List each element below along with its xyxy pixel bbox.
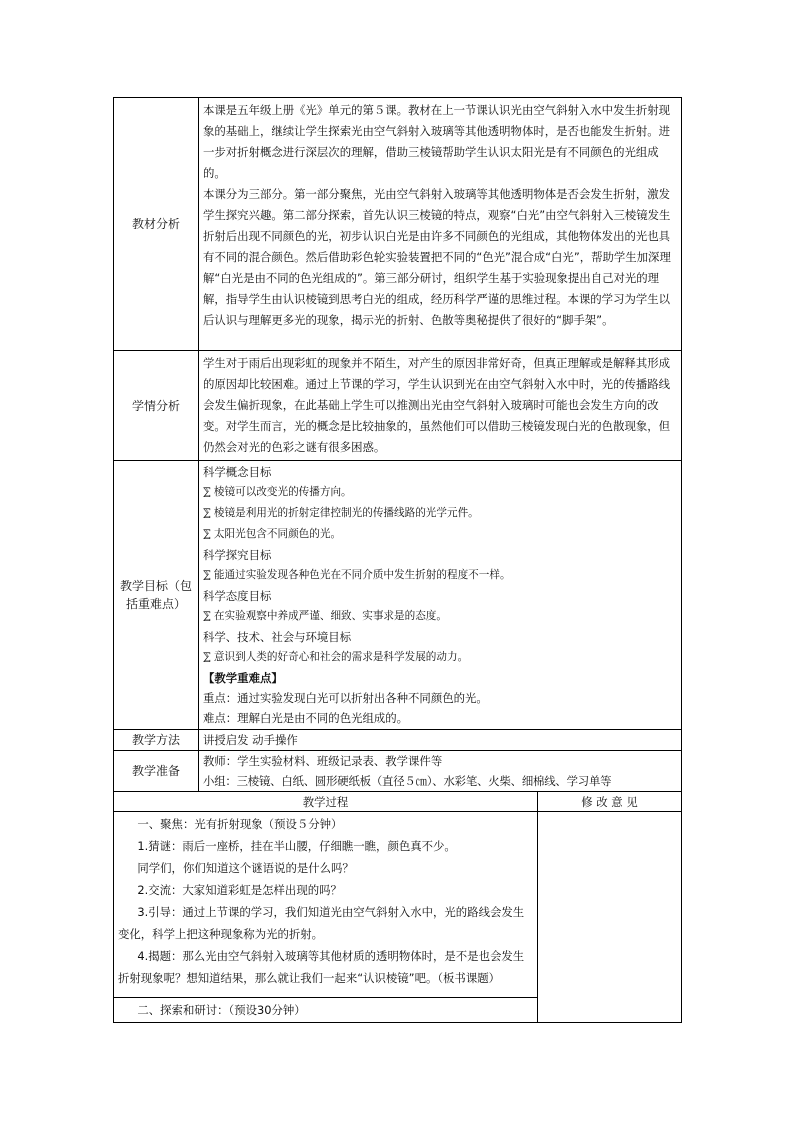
goals-row: [114, 461, 682, 730]
process-content: [114, 812, 538, 998]
analysis-label-cell: [114, 98, 199, 351]
students-text: 学生对于雨后出现彩虹的现象并不陌生，对产生的原因非常好奇，但真正理解或是解释其形成的原因却比较困难。通过上节课的学习，学生认识到光在由空气斜射入水中时，光的传播路线会发生偏折现象，在此基础上学生可以推测出光由空气斜射入玻璃时可能也会发生方向的改变。对学生而言，光的概念是比较抽象的，虽然他们可以借助三棱镜发现白光的色散现象，但仍然会对光的色彩之谜有很多困惑。: [203, 356, 671, 454]
analysis-paragraph-1: 本课是五年级上册《光》单元的第５课。教材在上一节课认识光由空气斜射入水中发生折射现象的基础上，继续让学生探索光由空气斜射入玻璃等其他透明物体时，是否也能发生折射。进一步对折射概念进行深层次的理解，借助三棱镜帮助学生认识太阳光是有不同颜色的光组成的。: [203, 103, 671, 180]
process-header-row: [114, 792, 682, 812]
sts-item: ⅀ 意识到人类的好奇心和社会的需求是科学发展的动力。: [203, 651, 469, 663]
lesson-plan-table: [113, 97, 682, 1023]
concept-item: ⅀ 太阳光包含不同颜色的光。: [203, 528, 342, 540]
goals-content: [199, 461, 682, 730]
goals-label-line2: 括重难点）: [125, 597, 186, 611]
section-focus-title: 一、聚焦：光有折射现象（预设５分钟）: [137, 817, 343, 831]
process-row: [114, 812, 682, 998]
step-riddle: 1.猜谜：雨后一座桥，挂在半山腰，仔细瞧一瞧，颜色真不少。: [137, 839, 456, 853]
students-content: [199, 351, 682, 461]
sts-title: 科学、技术、社会与环境目标: [203, 630, 352, 644]
students-label-cell: [114, 351, 199, 461]
notes-content: [538, 812, 682, 1023]
prep-teacher: 教师：学生实验材料、班级记录表、教学课件等: [203, 754, 443, 768]
method-text: 讲授启发 动手操作: [203, 733, 298, 747]
students-label: 学情分析: [131, 398, 180, 413]
step-riddle-question: 同学们，你们知道这个谜语说的是什么吗？: [137, 861, 354, 875]
inquiry-title: 科学探究目标: [203, 548, 272, 562]
step-guidance: 3.引导：通过上节课的学习，我们知道光由空气斜射入水中，光的路线会发生变化，科学上把这种现象称为光的折射。: [118, 905, 525, 941]
concept-item: ⅀ 棱镜是利用光的折射定律控制光的传播线路的光学元件。: [203, 507, 479, 519]
analysis-paragraph-2: 本课分为三部分。第一部分聚焦，光由空气斜射入玻璃等其他透明物体是否会发生折射，激发学生探究兴趣。第二部分探索，首先认识三棱镜的特点，观察“白光”由空气斜射入三棱镜发生折射后出现不同颜色的光，初步认识白光是由许多不同颜色的光组成，其他物体发出的光也具有不同的混合颜色。然后借助彩色轮实验装置把不同的“色光”混合成“白光”，帮助学生加深理解“白光是由不同的色光组成的”。第三部分研讨，组织学生基于实验现象提出自己对光的理解，指导学生由认识棱镜到思考白光的组成，经历科学严谨的思维过程。本课的学习为学生以后认识与理解更多光的现象，揭示光的折射、色散等奥秘提供了很好的“脚手架”。: [203, 187, 671, 327]
attitude-item: ⅀ 在实验观察中养成严谨、细致、实事求是的态度。: [203, 610, 447, 622]
prep-row: [114, 751, 682, 792]
method-label-cell: [114, 730, 199, 751]
concept-item: ⅀ 棱镜可以改变光的传播方向。: [203, 486, 352, 498]
analysis-label: 教材分析: [131, 217, 180, 231]
attitude-title: 科学态度目标: [203, 589, 272, 603]
section-explore-cell: [114, 998, 538, 1023]
method-label: 教学方法: [131, 733, 180, 747]
prep-label: 教学准备: [131, 764, 180, 778]
prep-content: [199, 751, 682, 792]
key-points-title: 【教学重难点】: [203, 671, 283, 685]
prep-group: 小组：三棱镜、白纸、圆形硬纸板（直径５㎝）、水彩笔、火柴、细棉线、学习单等: [203, 774, 612, 788]
goals-label-line1: 教学目标（包: [119, 579, 192, 593]
analysis-row: [114, 98, 682, 351]
prep-label-cell: [114, 751, 199, 792]
inquiry-item: ⅀ 能通过实验发现各种色光在不同介质中发生折射的程度不一样。: [203, 569, 511, 581]
analysis-content: [199, 98, 682, 351]
process-header: 教学过程: [114, 792, 538, 812]
goals-label-cell: [114, 461, 199, 730]
concept-title: 科学概念目标: [203, 465, 272, 479]
step-reveal-topic: 4.揭题：那么光由空气斜射入玻璃等其他材质的透明物体时，是不是也会发生折射现象呢？想知道结果，那么就让我们一起来“认识棱镜”吧。（板书课题）: [118, 949, 525, 985]
section-explore-title: 二、探索和研讨：（预设30分钟）: [137, 1003, 306, 1017]
method-row: [114, 730, 682, 751]
notes-header: 修 改 意 见: [538, 792, 682, 812]
students-row: [114, 351, 682, 461]
key-point: 重点：通过实验发现白光可以折射出各种不同颜色的光。: [203, 691, 488, 705]
difficult-point: 难点：理解白光是由不同的色光组成的。: [203, 711, 409, 725]
method-content: [199, 730, 682, 751]
step-discussion: 2.交流：大家知道彩虹是怎样出现的吗？: [137, 883, 342, 897]
